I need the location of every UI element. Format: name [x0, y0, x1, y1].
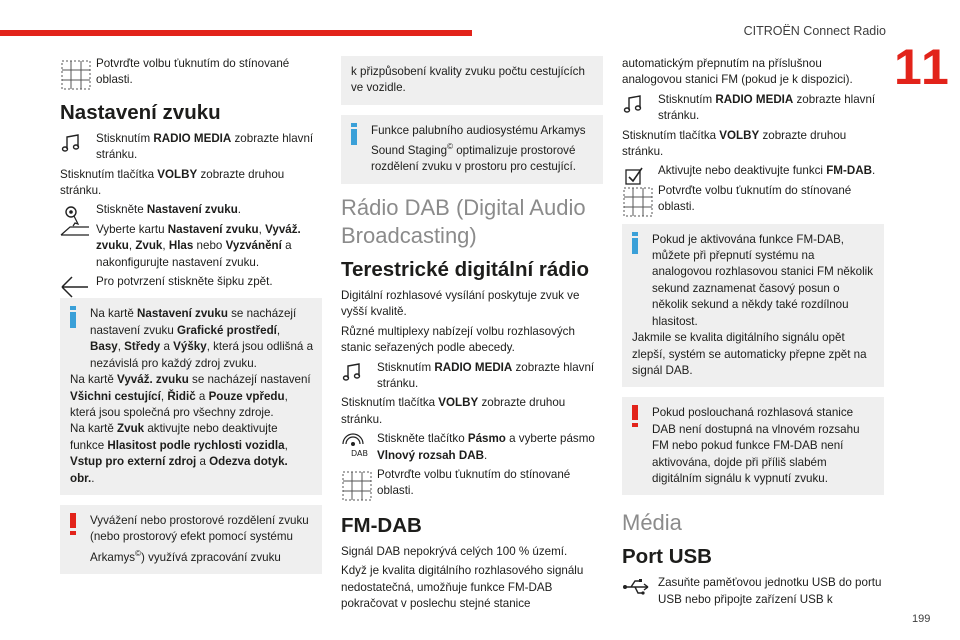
paragraph-dab-quality: Digitální rozhlasové vysílání poskytuje zvuk ve vyšší kvalitě. — [341, 288, 580, 319]
music-note-icon — [622, 93, 654, 125]
warning-icon — [70, 513, 78, 533]
paragraph-dab-coverage: Signál DAB nepokrývá celých 100 % území. — [341, 544, 568, 558]
heading-usb-port: Port USB — [622, 545, 712, 569]
instruction-toggle-fm-dab: Aktivujte nebo deaktivujte funkci FM-DAB. — [622, 163, 884, 179]
info-icon — [70, 306, 78, 326]
info-box-arkamys: Funkce palubního audiosystému Arkamys Sound Staging© optimalizuje prostorové rozdělení zvuku v prostoru pro cestující. — [341, 115, 603, 184]
paragraph-fm-dab-function: Když je kvalita digitálního rozhlasového signálu nedostatečná, umožňuje funkce FM-DAB pokračovat v poslechu stejné stanice — [341, 564, 584, 610]
grid-icon — [60, 59, 92, 91]
instruction-confirm: Potvrďte volbu ťuknutím do stínované oblasti. — [622, 183, 884, 216]
heading-audio-settings: Nastavení zvuku — [60, 100, 221, 124]
grid-icon — [622, 186, 654, 218]
instruction-back-arrow: Pro potvrzení stiskněte šipku zpět. — [60, 274, 322, 290]
column-3 — [622, 56, 884, 611]
instruction-options: Stisknutím tlačítka VOLBY zobrazte druhou stránku. — [622, 128, 847, 159]
dab-icon — [341, 432, 373, 464]
music-note-icon — [60, 132, 92, 164]
warning-box-balance: Vyvážení nebo prostorové rozdělení zvuku (nebo prostorový efekt pomocí systému Arkamys©) využívá zpracování zvuku — [60, 505, 322, 574]
page-number: 199 — [912, 613, 931, 625]
svg-text:DAB: DAB — [351, 449, 368, 459]
instruction-confirm: Potvrďte volbu ťuknutím do stínované oblasti. — [341, 467, 603, 500]
header-red-bar — [0, 30, 472, 36]
column-2 — [341, 56, 603, 615]
warning-icon — [632, 405, 640, 425]
continued-box: k přizpůsobení kvality zvuku počtu cestujících ve vozidle. — [341, 56, 603, 105]
heading-dab-radio: Rádio DAB (Digital Audio Broadcasting) — [341, 194, 586, 248]
tab-icon — [60, 223, 92, 255]
instruction-radio-media: Stisknutím RADIO MEDIA zobrazte hlavní stránku. — [341, 360, 603, 393]
instruction-options: Stisknutím tlačítka VOLBY zobrazte druhou stránku. — [60, 167, 285, 198]
info-box-audio: Na kartě Nastavení zvuku se nacházejí nastavení zvuku Grafické prostředí, Basy, Středy a Výšky, která jsou odlišná a nezávislá pro každý zdroj zvuku. Na kartě Vyváž. zvuku se nacházejí nastavení Všichni cestující, Řidič a Pouze vpředu, která jsou společná pro všechny zdroje. Na kartě Zvuk aktivujte nebo deaktivujte funkce Hlasitost podle rychlosti vozidla, Vstup pro externí zdroj a Odezva dotyk. obr.. — [60, 298, 322, 494]
instruction-radio-media: Stisknutím RADIO MEDIA zobrazte hlavní stránku. — [622, 92, 884, 125]
instruction-band: DAB Stiskněte tlačítko Pásmo a vyberte pásmo Vlnový rozsah DAB. — [341, 431, 603, 464]
usb-icon — [622, 576, 654, 608]
info-box-fm-dab: Pokud je aktivována funkce FM-DAB, můžete při přepnutí systému na analogovou rozhlasovou stanici FM několik sekund zaznamenat časový posun o několik sekund a někdy také rozdílnou hlasitost. Jakmile se kvalita digitálního signálu opět zlepší, systém se automaticky přepne zpět na signál DAB. — [622, 224, 884, 388]
paragraph-multiplex: Různé multiplexy nabízejí volbu rozhlasových stanic seřazených podle abecedy. — [341, 324, 575, 355]
column-1 — [60, 56, 322, 584]
heading-media: Média — [622, 510, 682, 536]
grid-icon — [341, 470, 373, 502]
instruction-confirm: Potvrďte volbu ťuknutím do stínované oblasti. — [60, 56, 322, 89]
instruction-radio-media: Stisknutím RADIO MEDIA zobrazte hlavní stránku. — [60, 131, 322, 164]
heading-terrestrial-radio: Terestrické digitální rádio — [341, 257, 589, 281]
info-icon — [351, 123, 359, 143]
heading-fm-dab: FM-DAB — [341, 513, 422, 537]
music-note-icon — [341, 361, 373, 393]
warning-box-fm-dab: Pokud poslouchaná rozhlasová stanice DAB není dostupná na vlnovém rozsahu FM nebo pokud funkce FM-DAB není aktivována, dojde při příliš slabém digitálním signálu k vypnutí zvuku. — [622, 397, 884, 495]
paragraph-continued: automatickým přepnutím na příslušnou analogovou stanici FM (pokud je k dispozici). — [622, 57, 853, 87]
chapter-number: 11 — [894, 39, 951, 95]
page-header-title: CITROËN Connect Radio — [743, 24, 886, 38]
info-icon — [632, 232, 640, 252]
instruction-select-tab: Vyberte kartu Nastavení zvuku, Vyváž. zvuku, Zvuk, Hlas nebo Vyzvánění a nakonfigurujte nastavení zvuku. — [60, 222, 322, 271]
instruction-usb: Zasuňte paměťovou jednotku USB do portu USB nebo připojte zařízení USB k — [622, 575, 884, 608]
instruction-audio-settings: Stiskněte Nastavení zvuku. — [60, 202, 322, 218]
instruction-options: Stisknutím tlačítka VOLBY zobrazte druhou stránku. — [341, 396, 566, 426]
